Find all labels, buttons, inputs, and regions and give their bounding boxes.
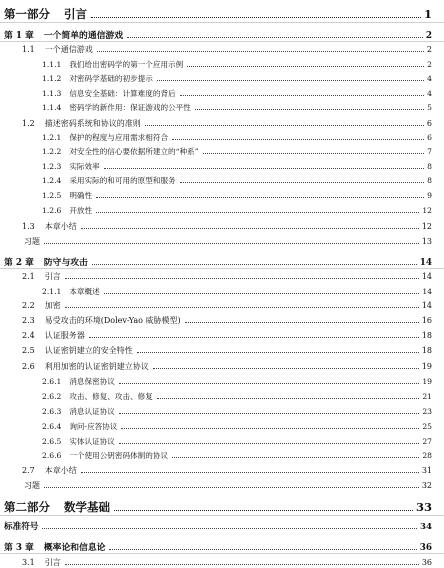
toc-entry-page-number: 32: [421, 481, 432, 490]
toc-entry-number: 2.1: [22, 272, 35, 281]
dot-leader: [91, 17, 421, 18]
toc-entry-number: 2.6.5: [42, 437, 62, 446]
toc-entry-page-number: 31: [421, 466, 432, 475]
toc-entry-page-number: 23: [422, 407, 432, 416]
toc-entry-title: 数学基础: [64, 500, 110, 514]
toc-entry-title: 实际效率: [69, 162, 100, 171]
toc-entry-page-number: 14: [422, 287, 432, 296]
toc-entry-title: 密码学的新作用：保证游戏的公平性: [69, 103, 191, 112]
toc-entry-title: 加密: [44, 301, 61, 310]
toc-entry-number: 1.2: [22, 119, 35, 128]
toc-entry[interactable]: [0, 520, 444, 532]
toc-entry-title: 消息认证协议: [69, 407, 115, 416]
toc-entry[interactable]: [0, 499, 444, 515]
toc-entry-number: 2.5: [22, 346, 35, 355]
toc-entry-page-number: 7: [427, 147, 432, 156]
toc-entry-number: 1.2.3: [42, 162, 62, 171]
toc-entry-page-number: 13: [421, 237, 432, 246]
toc-entry-number: 1.2.4: [42, 176, 62, 185]
toc-entry-title: 概率论和信息论: [43, 543, 106, 553]
dot-leader: [44, 243, 419, 244]
toc-entry[interactable]: [0, 330, 444, 341]
toc-entry-page-number: 14: [421, 301, 432, 310]
toc-entry-title: 习题: [24, 481, 40, 490]
toc-entry-number: 第 3 章: [4, 543, 34, 553]
toc-entry-page-number: 19: [421, 362, 432, 371]
toc-entry-title: 防守与攻击: [43, 258, 88, 268]
toc-entry-title: 本章概述: [69, 287, 100, 296]
dot-leader: [145, 125, 424, 126]
toc-entry[interactable]: [0, 421, 444, 432]
toc-entry-title: 采用实际的和可用的原型和服务: [69, 176, 176, 185]
toc-entry-number: 第 1 章: [4, 31, 34, 41]
dot-leader: [104, 168, 424, 169]
toc-entry-number: 第 2 章: [4, 258, 34, 268]
toc-entry[interactable]: [0, 161, 444, 172]
toc-entry-page-number: 12: [421, 222, 432, 231]
toc-entry[interactable]: [0, 118, 444, 129]
toc-entry[interactable]: [0, 73, 444, 84]
dot-leader: [157, 398, 419, 399]
toc-entry-page-number: 9: [427, 191, 432, 200]
dot-leader: [81, 472, 419, 473]
toc-entry-title: 开放性: [69, 206, 93, 215]
toc-entry-title: 一个使用公钥密码体制的协议: [69, 451, 169, 460]
toc-entry[interactable]: [0, 436, 444, 447]
dot-leader: [119, 443, 419, 444]
toc-entry[interactable]: [0, 271, 444, 282]
toc-entry-title: 保护的程度与应用需求相符合: [69, 133, 169, 142]
toc-entry-title: 对安全性的信心要依据所建立的“种系”: [69, 147, 199, 156]
dot-leader: [104, 293, 420, 294]
divider: [0, 515, 444, 516]
toc-entry-page-number: 2: [426, 45, 432, 54]
dot-leader: [65, 307, 419, 308]
toc-entry[interactable]: [0, 300, 444, 311]
dot-leader: [172, 457, 419, 458]
toc-entry[interactable]: [0, 391, 444, 402]
toc-entry-number: 1.1.3: [42, 89, 62, 98]
toc-entry-number: 2.1.1: [42, 287, 62, 296]
toc-entry[interactable]: [0, 361, 444, 372]
toc-entry-number: 2.2: [22, 301, 35, 310]
toc-entry-title: 引言: [44, 558, 61, 567]
toc-entry-title: 易受攻击的环境(Dolev-Yao 威胁模型): [44, 316, 181, 325]
toc-entry-title: 对密码学基础的初步提示: [69, 74, 153, 83]
toc-entry-number: 1.2.1: [42, 133, 62, 142]
toc-entry-number: 2.4: [22, 331, 35, 340]
toc-entry[interactable]: [0, 88, 444, 99]
toc-entry-page-number: 2: [427, 60, 432, 69]
toc-entry-page-number: 2: [425, 31, 432, 41]
toc-entry-page-number: 28: [422, 451, 432, 460]
toc-entry-page-number: 4: [427, 74, 432, 83]
toc-entry[interactable]: [0, 175, 444, 186]
toc-entry[interactable]: [0, 132, 444, 143]
toc-entry-number: 3.1: [22, 558, 35, 567]
toc-entry[interactable]: [0, 59, 444, 70]
dot-leader: [89, 337, 419, 338]
divider: [0, 553, 444, 554]
toc-entry[interactable]: [0, 286, 444, 297]
dot-leader: [195, 109, 424, 110]
dot-leader: [119, 383, 419, 384]
toc-entry[interactable]: [0, 465, 444, 476]
toc-entry-page-number: 12: [422, 206, 432, 215]
dot-leader: [65, 564, 419, 565]
toc-entry[interactable]: [0, 190, 444, 201]
dot-leader: [172, 139, 424, 140]
toc-entry-number: 2.3: [22, 316, 35, 325]
toc-entry[interactable]: [0, 205, 444, 216]
toc-entry[interactable]: [0, 146, 444, 157]
toc-entry-title: 明确性: [69, 191, 93, 200]
toc-entry[interactable]: [0, 557, 444, 568]
dot-leader: [109, 549, 416, 550]
toc-entry[interactable]: [0, 540, 444, 553]
dot-leader: [119, 413, 419, 414]
dot-leader: [114, 510, 413, 511]
dot-leader: [96, 197, 424, 198]
toc-entry-number: 1.1.2: [42, 74, 62, 83]
toc-entry-number: 2.6: [22, 362, 35, 371]
toc-entry-number: 1.3: [22, 222, 35, 231]
dot-leader: [187, 66, 424, 67]
toc-entry[interactable]: [0, 236, 444, 247]
toc-entry-number: 1.1.4: [42, 103, 62, 112]
toc-entry-page-number: 21: [422, 392, 432, 401]
divider: [0, 41, 444, 42]
toc-entry[interactable]: [0, 255, 444, 268]
toc-entry-page-number: 6: [427, 133, 432, 142]
toc-entry-page-number: 5: [427, 103, 432, 112]
toc-entry[interactable]: [0, 450, 444, 461]
toc-entry-number: 2.6.1: [42, 377, 62, 386]
toc-entry-page-number: 19: [422, 377, 432, 386]
toc-entry-number: 2.6.6: [42, 451, 62, 460]
toc-entry-page-number: 18: [421, 331, 432, 340]
toc-entry-page-number: 33: [415, 500, 432, 514]
toc-entry-page-number: 18: [421, 346, 432, 355]
toc-entry-title: 攻击、修复、攻击、修复: [69, 392, 153, 401]
dot-leader: [65, 278, 419, 279]
toc-entry[interactable]: [0, 221, 444, 232]
dot-leader: [97, 51, 424, 52]
toc-entry[interactable]: [0, 6, 444, 22]
toc-entry-title: 引言: [64, 7, 87, 21]
toc-entry[interactable]: [0, 406, 444, 417]
dot-leader: [81, 228, 419, 229]
toc-entry-page-number: 36: [421, 558, 432, 567]
toc-entry-number: 2.6.2: [42, 392, 62, 401]
toc-entry-page-number: 14: [419, 258, 432, 268]
dot-leader: [44, 487, 419, 488]
toc-entry-title: 一个通信游戏: [44, 45, 93, 54]
dot-leader: [153, 368, 419, 369]
toc-entry-title: 信息安全基础：计算难度的背后: [69, 89, 176, 98]
dot-leader: [203, 153, 425, 154]
dot-leader: [121, 428, 419, 429]
toc-entry-page-number: 36: [419, 543, 432, 553]
toc-entry-title: 本章小结: [44, 466, 77, 475]
toc-entry-title: 习题: [24, 237, 40, 246]
dot-leader: [96, 212, 419, 213]
toc-entry-number: 第一部分: [4, 7, 50, 21]
toc-entry-title: 引言: [44, 272, 61, 281]
toc-entry[interactable]: [0, 315, 444, 326]
toc-entry-page-number: 25: [422, 422, 432, 431]
toc-entry[interactable]: [0, 345, 444, 356]
toc-entry-title: 认证服务器: [44, 331, 85, 340]
toc-entry-title: 消息保密协议: [69, 377, 115, 386]
toc-entry-title: 标准符号: [4, 522, 39, 532]
toc-entry-page-number: 34: [420, 522, 432, 532]
toc-entry-number: 1.1: [22, 45, 35, 54]
divider: [0, 268, 444, 269]
dot-leader: [185, 322, 419, 323]
toc-entry-number: 1.2.5: [42, 191, 62, 200]
toc-entry-title: 一个简单的通信游戏: [43, 31, 124, 41]
toc-entry-number: 1.2.6: [42, 206, 62, 215]
dot-leader: [157, 80, 424, 81]
toc-entry-number: 第二部分: [4, 500, 50, 514]
dot-leader: [137, 352, 419, 353]
toc-entry[interactable]: [0, 44, 444, 55]
dot-leader: [92, 264, 417, 265]
toc-entry-number: 2.7: [22, 466, 35, 475]
dot-leader: [180, 182, 425, 183]
toc-entry-page-number: 8: [427, 162, 432, 171]
toc-entry-page-number: 14: [421, 272, 432, 281]
toc-entry-number: 1.2.2: [42, 147, 62, 156]
toc-entry-title: 询问-应答协议: [69, 422, 118, 431]
toc-entry-number: 1.1.1: [42, 60, 62, 69]
toc-entry[interactable]: [0, 102, 444, 113]
toc-entry[interactable]: [0, 28, 444, 41]
toc-entry[interactable]: [0, 376, 444, 387]
toc-entry[interactable]: [0, 480, 444, 491]
toc-entry-page-number: 16: [421, 316, 432, 325]
toc-entry-number: 2.6.3: [42, 407, 62, 416]
toc-entry-number: 2.6.4: [42, 422, 62, 431]
dot-leader: [127, 37, 423, 38]
toc-entry-title: 描述密码系统和协议的准则: [44, 119, 141, 128]
divider: [0, 22, 444, 23]
toc-entry-title: 本章小结: [44, 222, 77, 231]
toc-entry-title: 利用加密的认证密钥建立协议: [44, 362, 149, 371]
toc-entry-page-number: 27: [422, 437, 432, 446]
toc-entry-page-number: 6: [426, 119, 432, 128]
dot-leader: [180, 95, 425, 96]
toc-entry-title: 实体认证协议: [69, 437, 115, 446]
toc-entry-page-number: 8: [427, 176, 432, 185]
toc-entry-page-number: 1: [423, 7, 432, 21]
dot-leader: [42, 528, 417, 529]
toc-entry-title: 我们给出密码学的第一个应用示例: [69, 60, 184, 69]
toc-entry-title: 认证密钥建立的安全特性: [44, 346, 133, 355]
toc-entry-page-number: 4: [427, 89, 432, 98]
